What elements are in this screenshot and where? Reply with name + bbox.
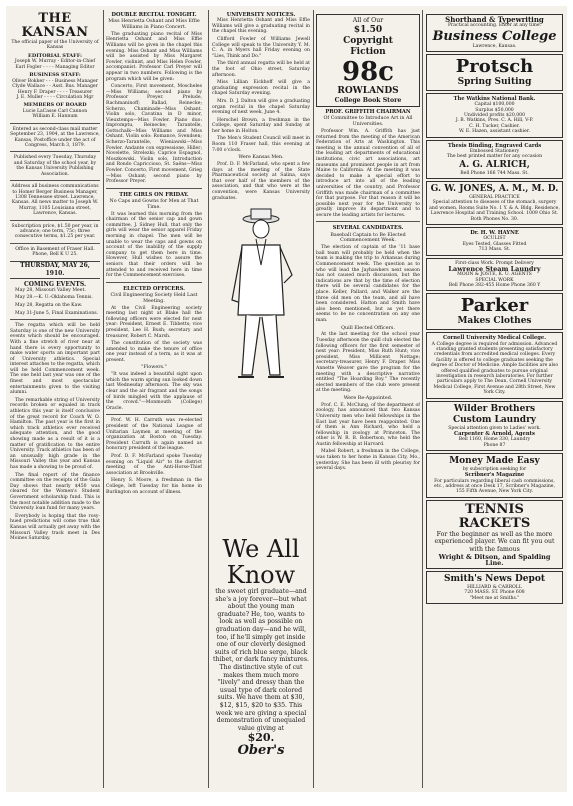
flowers-paragraph: "It was indeed a beautiful sight upon which the warm spring sun looked down last Wednesday afternoon. The sky was clear and the air fragrant and the songs of birds mingled with the applause of the crowd."—Monmouth (College) Oracle. bbox=[106, 372, 202, 411]
notice-item: The third annual regatta will be held at the foot of Ohio street, Saturday afternoon. bbox=[212, 61, 310, 78]
quill-headline: Quill Elected Officers. bbox=[341, 325, 395, 331]
laundry-special: SPECIAL WORK bbox=[475, 277, 514, 283]
shorthand-sub: Practical accounting. Enter at any time. bbox=[447, 23, 542, 29]
rowlands-line: All of Our bbox=[352, 17, 384, 24]
laundry-name: Lawrence Steam Laundry bbox=[448, 264, 541, 273]
column-rule bbox=[103, 10, 104, 788]
griffith-headline: PROF. GRIFFITH CHAIRMAN bbox=[325, 109, 411, 116]
bank-line: C. H. Tucker, Cashier. bbox=[469, 123, 520, 129]
oberg-title: We All Know bbox=[222, 536, 300, 589]
business-line: Clyde Wallace - - Asst. Bus. Manager bbox=[12, 84, 98, 90]
graduate-figure-icon bbox=[212, 205, 310, 385]
kansas-men-paragraph: Prof. D. F. McFarland, who spent a few days at the meeting of the State Pharmaceutical society at Salina, says that over half of the members of the association, and that who were at the convention, were Kansas University graduates. bbox=[212, 162, 310, 201]
business-label: BUSINESS STAFF: bbox=[29, 72, 81, 79]
notices-headline: UNIVERSITY NOTICES. bbox=[226, 12, 296, 18]
scribner-sub: by subscription seeking for bbox=[462, 467, 527, 473]
bank-line: W. E. Hazen, assistant cashier. bbox=[459, 129, 530, 135]
business-line: J. E. Muller - - - - Circulation Mgr bbox=[16, 95, 94, 101]
elected-subhead: Civil Engineering Society Held Last Meeting. bbox=[110, 292, 198, 304]
column-5-ads bbox=[426, 12, 563, 788]
candidates-headline: SEVERAL CANDIDATES. bbox=[332, 225, 404, 232]
editorial-paragraph: The remarkable string of University records broken or equaled in track athletics this year is itself conclusive of the great record for Coach W. O. Hamilton. The past year is the first in which track athletics ever received adequate attention, and the good showing made as a result of it is a matter of gratification to the entire University. Track athletics has been of an unusually high grade in the Missouri Valley this year and Kansas has made a showing to be proud of. bbox=[10, 397, 100, 470]
smith-ad bbox=[426, 571, 563, 604]
notice-item: The Men's Student Council will meet in Room 110 Fraser hall, this evening at 7:00 o'clock. bbox=[212, 136, 310, 153]
bank-line: Capital $100,000 bbox=[474, 102, 515, 108]
rowlands-line: $1.50 bbox=[353, 24, 383, 35]
tennis-title2: RACKETS bbox=[458, 515, 531, 531]
hayne-role: OCULIST bbox=[483, 236, 506, 242]
entry-notice: Entered as second-class mail matter September 23, 1904, at the Lawrence, Kansas, Postoffice under the act of Congress, March 3, 1879. bbox=[10, 126, 100, 149]
newspaper-page bbox=[6, 6, 567, 792]
griffith-paragraph: Professor Wm. A. Griffith has just returned from the meeting of the American Federation of Arts at Washington. This meeting is the annual convention of all of the leading art departments of educational institutions, civic art associations, art museums and prominent people in art from Maine to California. At the meeting it was decided to make a special effort to introduce art into all of the leading universities of the country, and Professor Griffith was made chairman of a committee for that purpose. For that reason it will be possible next year for the University to greatly improve its department and to secure the leading artists for lectures. bbox=[316, 128, 420, 218]
printing-note: The best printed matter for any occasion bbox=[446, 154, 543, 160]
notice-item: Herschel Brown, a freshman in the College, spent Saturday and Sunday at her home in Holton. bbox=[212, 117, 310, 134]
laundry-title: First-class Work. Prompt Delivery bbox=[455, 260, 534, 266]
laundry-ad bbox=[426, 258, 563, 292]
scribner-text: For particulars regarding liberal cash commissions, etc., address at once Desk 17, Scribner's Magazine, 155 Fifth Avenue, New York City. bbox=[434, 478, 555, 495]
school-name: Business College bbox=[432, 28, 557, 44]
wilder-note: Special attention given to Ladies' work. bbox=[448, 425, 541, 431]
bank-line: Undivided profits $20,000 bbox=[464, 113, 525, 119]
editorial-paragraph: The final report of the finance committee on the receipts of the Gala Day shows that nearly $450 was cleared for the Women's Student Government scholarship fund. This is the most notable addition made to the University loan fund for many years. bbox=[10, 472, 100, 512]
rowlands-line: Copyright bbox=[343, 35, 393, 46]
board-line: William E. Hannum bbox=[32, 114, 78, 120]
oberg-signature: Ober's bbox=[237, 743, 285, 759]
column-rule bbox=[208, 10, 209, 788]
protsch-name: Protsch bbox=[455, 56, 534, 78]
board-line: Lucie LaCasse Carl Cannon bbox=[22, 109, 88, 115]
printing-title: Thesis Binding, Engraved Cards bbox=[447, 142, 542, 149]
wilder-name: Wilder Brothers bbox=[453, 403, 536, 414]
masthead-subtitle: The official paper of the University of Kansas bbox=[11, 40, 99, 51]
oberg-price: $20. bbox=[247, 731, 275, 745]
tennis-brand: Wright & Ditson, and Spalding Line. bbox=[438, 552, 551, 567]
wilder-ad bbox=[426, 401, 563, 451]
reappointed-paragraph: Mabel Robert, a freshman in the College, was taken to her home in Kansas City, Mo., yesterday. She has been ill with pleurisy for several days. bbox=[316, 449, 420, 472]
carpenter-phone: Bell 1160, Home 330, Laundry bbox=[458, 437, 531, 443]
candidates-paragraph: The election of captain of the '11 base ball team will probably be held when the team is making the trip to Arkansas during Commencement week. The question as to who will lead the Jayhawkers next season has not caused much discussion, but the indications are that by the time of election there will be several candidates for the place. Keller, Pallard, and Walker are the three old men on the team, and all have been considered. Hatton and Smith have also been mentioned, but as yet there seems to be no concentration on any one man. bbox=[316, 245, 420, 323]
event-item: May 28, Missouri Valley Meet. bbox=[15, 287, 86, 293]
laundry-phone: Bell Phone 382-455 Home Phone 360 Y bbox=[448, 282, 541, 288]
jones-text: Special attention to diseases of the stomach, surgery and women. Rooms Suite No. 1 Y. & A. Bldg. Residence, Lawrence Hospital and Training School. 1009 Ohio St. Both Phones No. 30. bbox=[429, 200, 560, 222]
candidates-subhead: Baseball Captain to Be Elected Commencement Week. bbox=[330, 232, 406, 244]
tennis-text: For the beginner as well as the more experienced player. We can fit you out with the famous bbox=[434, 530, 555, 554]
quill-paragraph: At the last meeting for the school year Tuesday afternoon the quill club elected the following officers for the first semester of next year: President, Miss Ruth Hunt; vice president, Miss Millicent Nottage; secretary-treasurer, Henry F. Draper. Miss Annette Weaver gave the program for the meeting with a descriptive narrative entitled "The Hoarding Boy." The recently elected members of the club were present at the meeting. bbox=[316, 332, 420, 394]
smith-note: "Meet me at Smiths." bbox=[469, 595, 520, 601]
man-illustration bbox=[212, 205, 310, 385]
bank-name: The Watkins National Bank. bbox=[453, 96, 536, 103]
laundry-owners: MOON & JOSTE, K. U. AGENTS bbox=[457, 272, 532, 278]
oberg-text: the sweet girl graduate—and she's a joy forever—but what about the young man graduate? He, too, wants to look as well as possible on graduation day—and he will, too, if he'll simply get inside one of our cleverly designed suits of rich blue serge, black thibet, or dark fancy mixtures. The distinctive style of cut makes them much more "lively" and dressy than the usual type of dark colored suits. We have them at $30, $12, $15, $20 to $35. This week we are giving a special demonstration of unequaled value giving at bbox=[213, 588, 309, 732]
protsch-line: Spring Suiting bbox=[457, 77, 532, 88]
oberg-ad bbox=[212, 536, 310, 788]
notice-item: Mrs. D. J. Dalton will give a graduating organ recital in the chapel Saturday evening of next week, June 4. bbox=[212, 98, 310, 116]
news-paragraph: Henry S. Moore, a freshman in the College, left Tuesday for his home in Burlington on account of illness. bbox=[106, 478, 202, 495]
jones-ad bbox=[426, 181, 563, 225]
bank-line: J. B. Watkins, Pres. C. A. Hill, V-P. bbox=[455, 118, 534, 124]
address-notice: Address all business communications to Homer Berger Business Manager, 1308 Tennessee street. Lawrence, Kansas. All news matter to Joseph W. Murray, 1105 Louisiana street, Lawrence, Kansas. bbox=[11, 184, 99, 217]
news-paragraph: Prof. D. F. McFarland spoke Tuesday evening on "Liquid Air" to the district meeting of the Anti-Horse-Thief association at Brookville. bbox=[106, 454, 202, 476]
scribner-ad bbox=[426, 453, 563, 498]
alrich-ad bbox=[426, 140, 563, 179]
bank-ad bbox=[426, 93, 563, 138]
reappointed-headline: Were Re-Appointed. bbox=[343, 395, 393, 401]
tennis-title: TENNIS bbox=[465, 501, 524, 517]
hayne-name: Dr. H. W. HAYNE bbox=[470, 230, 519, 237]
editorial-line: Earl Fogler - - - - Managing Editor bbox=[15, 64, 95, 70]
alrich-name: A. G. ALRICH, bbox=[459, 159, 530, 170]
smith-name: Smith's News Depot bbox=[444, 574, 545, 585]
carpenter-phone: Phone 87 bbox=[483, 442, 506, 448]
hayne-addr: 713 Mass. St. bbox=[478, 247, 511, 253]
masthead-title: THE KANSAN bbox=[21, 12, 89, 40]
cornell-ad bbox=[426, 332, 563, 398]
tennis-ad bbox=[426, 500, 563, 569]
parker-name: Parker bbox=[460, 295, 529, 317]
column-4 bbox=[316, 12, 420, 788]
griffith-subhead: Of Committee to Introduce Art in All Universities. bbox=[323, 116, 413, 128]
school-city: Lawrence, Kansas. bbox=[472, 43, 517, 49]
protsch-ad bbox=[426, 54, 563, 91]
coming-events-title: COMING EVENTS. bbox=[23, 280, 87, 288]
alrich-phone: Bell Phone 166 744 Mass. St. bbox=[460, 170, 529, 176]
column-rule bbox=[422, 10, 423, 788]
scribner-name: Scribner's Magazine bbox=[464, 472, 525, 479]
editorial-label: EDITORIAL STAFF: bbox=[28, 52, 82, 59]
recital-paragraph: Concerto, First movement, Moscheles—Miss Williams; second piano by Professor Preyer. Prelude, Rachmaninoff; Ballad, Reinecke; Scherzo, Chaminade—Miss Oshant. Violin solo, Cavatina in D minor, Vieuxtemps—Miss Fowler. Piano duo: Impromptu, Reinecke; Tarantelle, Gottschalk—Miss Williams and Miss Oshant. Violin solo: Romance, Svendsen; Scherzo-Tarantelle, Wieniawski—Miss Fowler. Andante con expressione, Hiller; Novelette, Strelezki; Caprice Espagnol, Moszkowski. Violin solo, Introduction and Rondo Capriccioso, St. Saëns—Miss Fowler. Concerto, First movement, Grieg—Miss Oshant; second piano by Professor Preyer. bbox=[106, 84, 202, 185]
bank-line: Surplus $50,000 bbox=[475, 107, 514, 113]
jones-name: G. W. JONES, A. M., M. D. bbox=[430, 184, 559, 195]
editorial-line: Joseph W. Murray - Editor-in-Chief bbox=[14, 59, 96, 65]
hayne-ad bbox=[426, 227, 563, 255]
carpenter-name: Carpenter & Arnold, Agents bbox=[454, 431, 535, 438]
reappointed-paragraph: Prof. C. E. McClung, of the department of zoology, has announced that two Kansas University men who held fellowships in the East last year have been reappointed. One of them is Ann Richard, who held a fellowship in zoology at Princeton. The other is W. R. B. Robertson, who held the Austin fellowship at Harvard. bbox=[316, 402, 420, 447]
recital-subhead: Miss Henrietta Oshant and Miss Effie Williams in Piano Concert. bbox=[108, 19, 200, 30]
girls-headline: THE GIRLS ON FRIDAY. bbox=[119, 191, 189, 198]
hayne-sub: Eyes Tested, Glasses Fitted bbox=[462, 241, 527, 247]
wilder-line: Custom Laundry bbox=[452, 414, 537, 425]
recital-headline: DOUBLE RECITAL TONIGHT. bbox=[111, 12, 197, 18]
cornell-text: A College degree is required for admission. Advanced standing granted students presenting satisfactory credentials from accredited medical colleges. Every facility is offered to college graduates seeking the degree of Doctor of Medicine. Ample facilities are also offered qualified graduates to pursue original investigation in research laboratories. For further particulars apply to The Dean, Cornell University Medical College, First Avenue and 28th Street, New York City. bbox=[430, 341, 559, 396]
column-rule bbox=[313, 10, 314, 788]
recital-paragraph: The graduating piano recital of Miss Henrietta Oshant and Miss Effie Williams will be given in the chapel this evening. Miss Oshant and Miss Williams will be assisted by Miss Margaret Fowler, violinist, and Miss Helen Fowler, accompanist. Professor Carl Preyer will appear in two numbers. Following is the program which will be given: bbox=[106, 31, 202, 82]
subscription-notice: Subscription price, $1.50 per year, in advance; one term, 75c; three consecutive terms, $1.25 per year. bbox=[11, 223, 99, 240]
issue-date: THURSDAY, MAY 26, 1910. bbox=[10, 261, 100, 279]
jones-role: GENERAL PRACTICE bbox=[469, 195, 520, 201]
event-item: May 28, Regatta on the Kaw. bbox=[15, 302, 83, 308]
kansas-men-headline: Were Kansas Men. bbox=[238, 155, 284, 161]
editorial-paragraph: The regatta which will be held Saturday is one of the new University events which should be encouraged. With a fine stretch of river near at hand there is every opportunity to make water sports an important part of University athletics. Special interest attaches to the regatta, which will be held Commencement week. The one held last year was one of the finest and most spectacular entertainments given to the visiting alumni. bbox=[10, 323, 100, 396]
smith-addr: HILLIARD & CARROLL bbox=[467, 585, 522, 591]
column-1 bbox=[10, 12, 100, 788]
rowlands-ad bbox=[316, 14, 420, 107]
event-item: May 28.—K. U.-Oklahoma Tennis. bbox=[15, 295, 93, 301]
elected-paragraph: At the Civil Engineering society meeting last night at Blake hall the following officers were elected for next year: President, Ernest E. Tibbetts; vice president, Lee H. Bush; secretary and treasurer, Robert C. Marsh. bbox=[106, 305, 202, 339]
smith-addr: 720 MASS. ST. Phone 608 bbox=[464, 590, 525, 596]
elected-headline: ELECTED OFFICERS. bbox=[123, 285, 185, 292]
parker-ad bbox=[426, 293, 563, 330]
rowlands-store: College Book Store bbox=[334, 96, 402, 104]
board-label: MEMBERS OF BOARD bbox=[23, 102, 87, 109]
event-item: May 31-June 5, Final Examinations. bbox=[15, 310, 99, 316]
rowlands-name: ROWLANDS bbox=[337, 85, 399, 96]
column-2 bbox=[106, 12, 202, 788]
editorial-paragraph: Everybody is hoping that the rosy-hued predictions will come true that Kansas will actually get away with the Missouri Valley track meet in Des Moines Saturday. bbox=[10, 513, 100, 542]
girls-subhead: No Caps and Gowns for Men at That Time. bbox=[109, 199, 199, 210]
business-line: Oliver Bokker - - - Business Manager bbox=[12, 78, 98, 84]
shorthand-title: Shorthand & Typewriting bbox=[445, 15, 544, 24]
cornell-title: Cornell University Medical College. bbox=[442, 335, 547, 342]
office-notice: Office in Basement of Fraser Hall. Phone, Bell K U 25. bbox=[15, 246, 95, 258]
notice-item: Miss Lillian Eickhoff will give a graduating expression recital in the chapel Saturday evening. bbox=[212, 80, 310, 97]
news-paragraph: Prof. W. H. Carruth was re-elected president of the National League of Unitarian Laymen at meeting of the organization at Boston on Tuesday. President Carruth is again named as honorary president of the league. bbox=[106, 418, 202, 452]
rowlands-price: 98c bbox=[341, 56, 394, 87]
flowers-headline: "Flowers." bbox=[141, 365, 167, 371]
rowlands-line: Fiction bbox=[350, 46, 386, 57]
parker-line: Makes Clothes bbox=[457, 316, 532, 327]
business-line: Henry F. Draper - - - - Treasurer bbox=[17, 89, 93, 95]
elected-paragraph: The constitution of the society was amended to make the tenure of office one year instead of a term, as it was at present. bbox=[106, 341, 202, 363]
published-notice: Published every Tuesday, Thursday and Saturday of the school year, by the Kansas University Publishing Association. bbox=[13, 155, 97, 177]
scribner-title: Money Made Easy bbox=[449, 456, 540, 467]
printing-sub: Embossed Stationery bbox=[469, 148, 520, 154]
notice-item: Clifford Fowler of Williams Jewell College will speak to the University Y. M. C. A. in Myers hall Friday evening on "Lies, Think and Do." bbox=[212, 36, 310, 59]
girls-paragraph: It was learned this morning from the chairman of the senior cap and gown committee, J. Sidney Hull, that only the girls will wear the senior apparel Friday morning in chapel. The men will be unable to wear the caps and gowns on account of the inability of the supply company to get them here in time. However, Hull wishes to assure the seniors that their orders will be attended to and received here in time for the Commencement exercises. bbox=[106, 211, 202, 279]
business-college-ad bbox=[426, 14, 563, 52]
notice-item: Miss Henrietta Oshant and Miss Effie Williams will give a graduating recital in the chapel this evening. bbox=[212, 18, 310, 35]
